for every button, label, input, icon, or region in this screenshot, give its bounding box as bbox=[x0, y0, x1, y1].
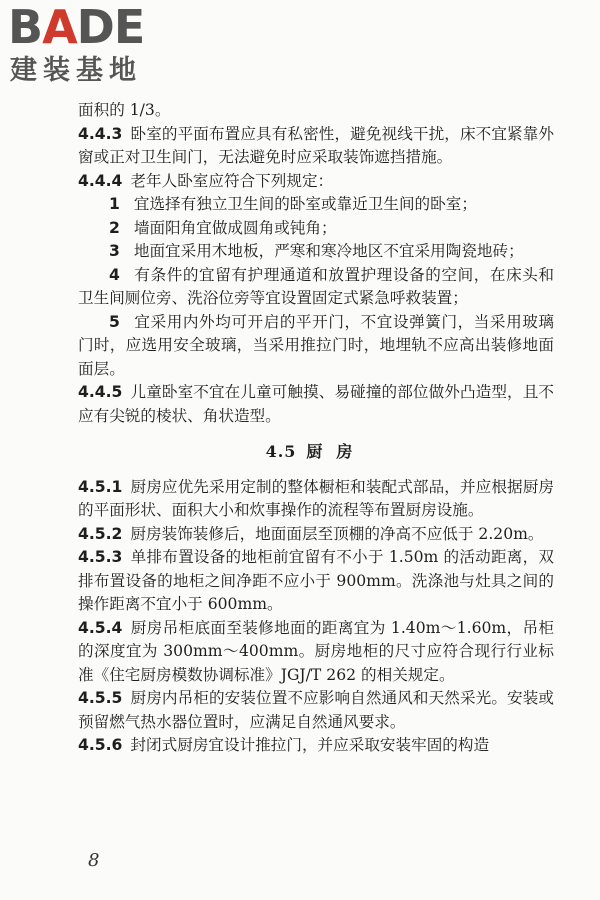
item-text: 地面宜采用木地板，严寒和寒冷地区不宜采用陶瓷地砖； bbox=[133, 242, 524, 260]
clause-text: 儿童卧室不宜在儿童可触摸、易碰撞的部位做外凸造型，且不应有尖锐的棱状、角状造型。 bbox=[78, 383, 554, 425]
clause-number: 4.5.5 bbox=[78, 689, 123, 707]
list-item bbox=[78, 311, 554, 382]
clause-text: 厨房应优先采用定制的整体橱柜和装配式部品，并应根据厨房的平面形状、面积大小和炊事操作的流程等布置厨房设施。 bbox=[78, 477, 554, 519]
clause-4-5-1 bbox=[78, 476, 554, 523]
list-item bbox=[78, 193, 554, 217]
item-number: 3 bbox=[109, 242, 120, 260]
clause-4-4-4 bbox=[78, 170, 554, 194]
page-number: 8 bbox=[88, 850, 100, 871]
section-number: 4.5 bbox=[265, 442, 297, 461]
clause-number: 4.5.4 bbox=[78, 618, 123, 637]
item-number: 1 bbox=[109, 195, 120, 213]
item-number: 2 bbox=[109, 218, 120, 237]
clause-number: 4.4.3 bbox=[78, 124, 123, 143]
item-text: 宜选择有独立卫生间的卧室或靠近卫生间的卧室； bbox=[133, 195, 477, 213]
clause-4-5-4 bbox=[78, 617, 554, 688]
clause-text: 封闭式厨房宜设计推拉门，并应采取安装牢固的构造 bbox=[130, 736, 490, 754]
clause-text: 厨房装饰装修后，地面面层至顶棚的净高不应低于 2.20m。 bbox=[130, 524, 544, 543]
clause-number: 4.5.2 bbox=[78, 524, 123, 543]
clause-4-5-6 bbox=[78, 734, 554, 758]
section-heading bbox=[78, 440, 554, 464]
paragraph-continued: 面积的 1/3。 bbox=[78, 101, 171, 119]
clause-text: 厨房吊柜底面至装修地面的距离宜为 1.40m～1.60m，吊柜的深度宜为 300mm～400mm。厨房地柜的尺寸应符合现行行业标准《住宅厨房模数协调标准》JGJ/T 262 的相关规定。 bbox=[78, 618, 554, 684]
item-text: 有条件的宜留有护理通道和放置护理设备的空间，在床头和卫生间厕位旁、洗浴位旁等宜设置固定式紧急呼救装置； bbox=[78, 265, 554, 307]
list-item bbox=[78, 217, 554, 241]
clause-number: 4.5.1 bbox=[78, 477, 123, 496]
list-item bbox=[78, 264, 554, 311]
clause-text: 厨房内吊柜的安装位置不应影响自然通风和天然采光。安装或预留燃气热水器位置时，应满足自然通风要求。 bbox=[78, 689, 554, 731]
logo-wordmark: BADE bbox=[8, 0, 145, 54]
bade-logo bbox=[8, 0, 178, 88]
item-number: 4 bbox=[109, 265, 120, 284]
clause-4-5-2 bbox=[78, 523, 554, 547]
clause-4-5-5 bbox=[78, 687, 554, 734]
clause-4-4-5 bbox=[78, 381, 554, 428]
document-body bbox=[78, 99, 554, 758]
clause-text: 老年人卧室应符合下列规定： bbox=[130, 171, 334, 190]
logo-subtitle: 建装基地 bbox=[10, 55, 142, 86]
clause-4-4-3 bbox=[78, 123, 554, 170]
clause-text: 卧室的平面布置应具有私密性，避免视线干扰，床不宜紧靠外窗或正对卫生间门，无法避免时应采取装饰遮挡措施。 bbox=[78, 124, 554, 166]
clause-number: 4.4.5 bbox=[78, 383, 123, 401]
item-text: 墙面阳角宜做成圆角或钝角； bbox=[133, 218, 337, 237]
list-item bbox=[78, 240, 554, 264]
clause-text: 单排布置设备的地柜前宜留有不小于 1.50m 的活动距离，双排布置设备的地柜之间净距不应小于 900mm。洗涤池与灶具之间的操作距离不宜小于 600mm。 bbox=[78, 548, 554, 613]
clause-4-5-3 bbox=[78, 546, 554, 617]
clause-number: 4.5.6 bbox=[78, 736, 123, 754]
section-title-text: 厨房 bbox=[306, 442, 367, 461]
item-text: 宜采用内外均可开启的平开门，不宜设弹簧门，当采用玻璃门时，应选用安全玻璃，当采用推拉门时，地埋轨不应高出装修地面面层。 bbox=[78, 312, 554, 378]
clause-number: 4.5.3 bbox=[78, 548, 123, 566]
item-number: 5 bbox=[109, 312, 120, 331]
clause-number: 4.4.4 bbox=[78, 171, 123, 190]
